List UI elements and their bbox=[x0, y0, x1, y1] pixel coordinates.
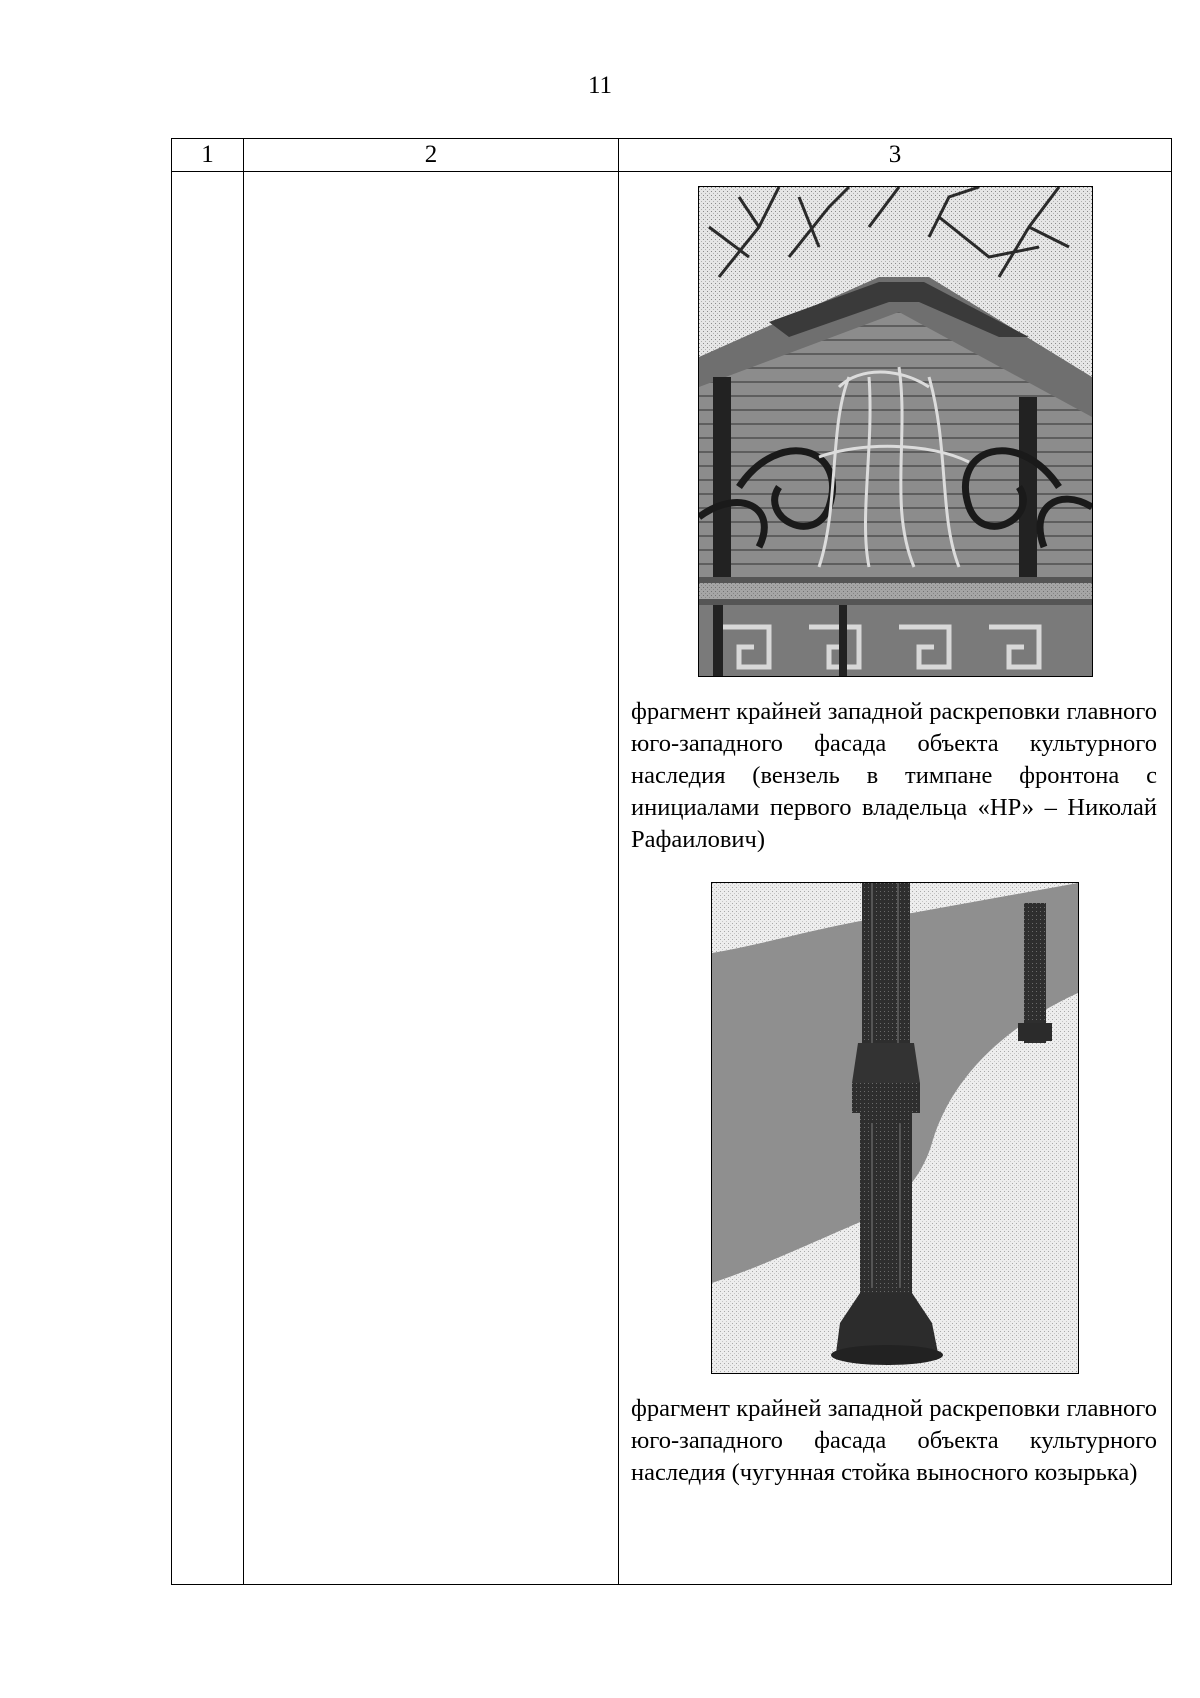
column-header-3: 3 bbox=[619, 139, 1172, 172]
photo-1-wrapper bbox=[619, 186, 1171, 682]
document-table bbox=[171, 138, 1172, 1585]
monogram-photo bbox=[698, 186, 1093, 677]
column-photo bbox=[711, 882, 1079, 1374]
photo-2-caption: фрагмент крайней западной раскреповки главного юго-западного фасада объекта культурного наследия (чугунная стойка выносного козырька) bbox=[631, 1395, 1157, 1486]
cell-col-1 bbox=[172, 172, 244, 1585]
photo-2-wrapper bbox=[619, 882, 1171, 1379]
table-row bbox=[172, 172, 1172, 1585]
photo-1-caption: фрагмент крайней западной раскреповки главного юго-западного фасада объекта культурного наследия (вензель в тимпане фронтона с инициалами первого владельца «НР» – Николай Рафаилович) bbox=[631, 698, 1157, 853]
page-number: 11 bbox=[587, 72, 613, 99]
table-header-row bbox=[172, 139, 1172, 172]
column-header-1: 1 bbox=[172, 139, 244, 172]
column-header-2: 2 bbox=[244, 139, 619, 172]
cell-col-3 bbox=[619, 172, 1172, 1585]
cell-col-2 bbox=[244, 172, 619, 1585]
